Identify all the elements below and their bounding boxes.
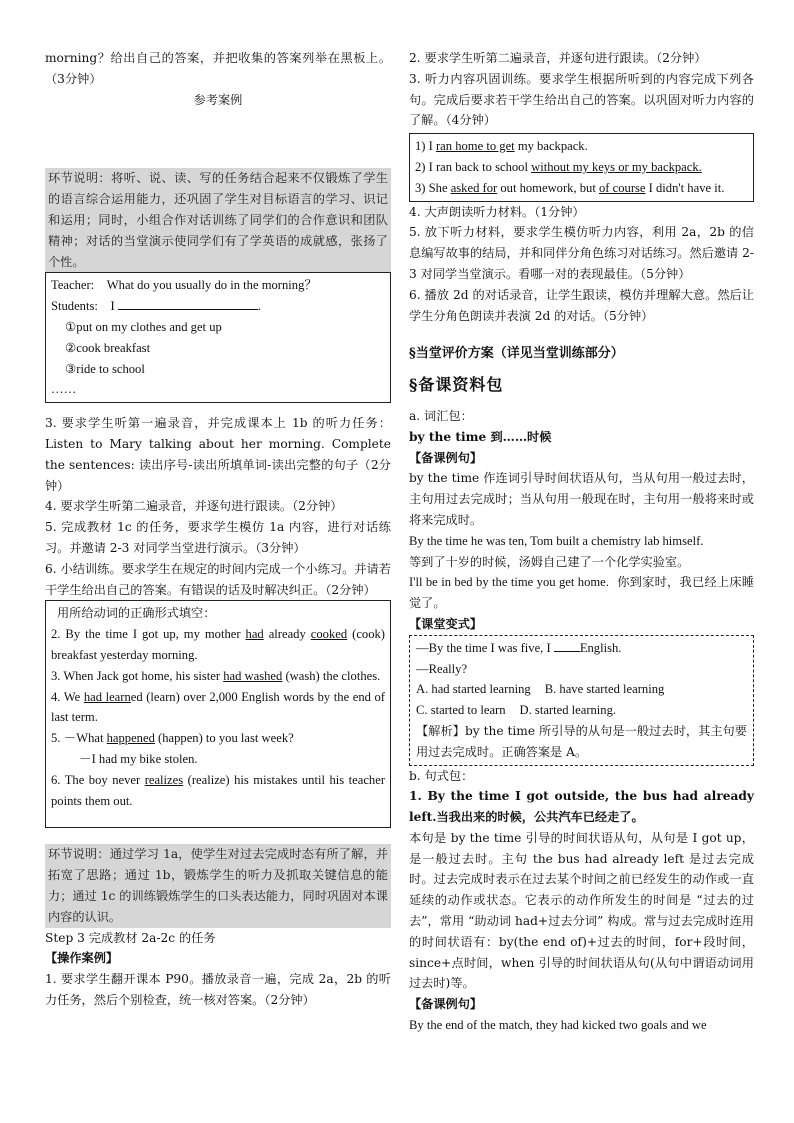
ex6-text-b: (realize) his mistakes until his teacher points them out.	[51, 772, 386, 808]
ex2-answer-1: had	[245, 627, 264, 642]
exercise-2	[51, 624, 385, 666]
option-d: D. started learning.	[519, 703, 617, 718]
l1-b: my backpack.	[514, 139, 588, 154]
teacher-label: Teacher:	[51, 278, 95, 293]
quiz-q-b: English.	[579, 640, 622, 655]
exercise-4	[51, 687, 385, 729]
step-5-text: 5. 完成教材 1c 的任务，要求学生模仿 1a 内容，进行对话练习。并邀请 2-3 对同学当堂进行演示。（3分钟）	[45, 520, 391, 555]
operation-step-1: 1. 要求学生翻开课本 P90。播放录音一遍，完成 2a，2b 的听力任务，然后个别检查，统一核对答案。（2分钟）	[45, 972, 391, 1007]
ex2-text-c: (cook) breakfast yesterday morning.	[51, 627, 385, 662]
r-step-4: 4. 大声朗读听力材料。（1分钟）	[409, 204, 585, 219]
r-step-5: 5. 放下听力材料，要求学生模仿听力内容，利用 2a，2b 的信息编写故事的结局，并和同伴分角色练习对话练习。然后邀请 2-3 对同学当堂演示。看哪一对的表现最佳。（5分钟）	[409, 225, 754, 281]
quiz-blank	[554, 639, 580, 652]
quiz-question	[416, 638, 747, 659]
r-step-3: 3. 听力内容巩固训练。要求学生根据所听到的内容完成下列各句。完成后要求若干学生给出自己的答案。以巩固对听力内容的了解。（4分钟）	[409, 71, 754, 128]
option-b: B. have started learning	[544, 682, 665, 697]
dialog-box	[45, 272, 391, 403]
exercise-5	[51, 728, 385, 749]
ex5-text-b: (happen) to you last week?	[154, 731, 294, 746]
exercise-6	[51, 770, 385, 812]
ex3-text-a: 3. When Jack got home, his sister	[51, 668, 224, 683]
dialog-item-2: ②cook breakfast	[65, 340, 151, 355]
ex6-answer: realizes	[144, 772, 184, 787]
ex5-text-a: 5. －What	[51, 731, 107, 746]
vocab-word: by the time 到……时候	[409, 429, 552, 444]
sentence-1-explain: 本句是 by the time 引导的时间状语从句，从句是 I got up，是一般过去时。主句 the bus had already left 是过去完成时。过去完成时表示在过去某个时间之前已经发生的动作或一直延续的动作或状态。它表示的动作所发生的时间是 “过去的过去”，常用 “助动词 had+过去分词” 构成。常与过去完成时连用的时间状语有：by(the end of)+过去的时间，for+段时间，since+点时间，when 引导的时间状语从句(从句中谓语动词用过去时)等。	[409, 830, 754, 991]
sentence-heading: b. 句式包：	[409, 768, 474, 783]
step-4-text: 4. 要求学生听第二遍录音，并逐句进行跟读。（2分钟）	[45, 499, 343, 514]
example-en-1: By the time he was ten, Tom built a chemistry lab himself.	[409, 533, 704, 548]
quiz-box	[409, 635, 754, 766]
last-line: By the end of the match, they had kicked two goals and we	[409, 1018, 707, 1033]
step-3-text: 3. 要求学生听第一遍录音，并完成课本上 1b 的听力任务：Listen to Mary talking about her morning. Complete the sentences: 读出序号-读出所填单词-读出完整的句子（2分钟）	[45, 416, 391, 493]
l3-a: 3) She	[415, 180, 451, 195]
dialog-item-1: ①put on my clothes and get up	[65, 319, 222, 334]
example-en-2: I'll be in bed by the time you get home.	[409, 575, 609, 590]
ex3-answer: had washed	[223, 668, 283, 683]
quiz-options-ab	[416, 679, 747, 700]
variant-heading: 【课堂变式】	[409, 616, 483, 631]
l1-answer: ran home to get	[435, 139, 515, 154]
dialog-item-3: ③ride to school	[65, 361, 145, 376]
ex6-text-a: 6. The boy never	[51, 772, 145, 787]
exercise-title: 用所给动词的正确形式填空：	[57, 606, 216, 621]
option-a: A. had started learning	[416, 682, 531, 697]
ex5-answer: happened	[106, 731, 155, 746]
listening-1	[415, 136, 748, 157]
l2-answer: without my keys or my backpack.	[531, 159, 702, 174]
note-text-2: 环节说明：通过学习 1a，使学生对过去完成时态有所了解，并拓宽了思路；通过 1b，锻炼学生的听力及抓取关键信息的能力；通过 1c 的训练锻炼学生的口头表达能力，同时巩固对本课内容的认识。	[48, 847, 388, 924]
teacher-text: What do you usually do in the morning？	[106, 278, 317, 293]
l3-c: I didn't have it.	[645, 180, 725, 195]
r-step-2: 2. 要求学生听第二遍录音，并逐句进行跟读。（2分钟）	[409, 51, 707, 65]
listening-3	[415, 178, 748, 199]
option-c: C. started to learn	[416, 703, 506, 718]
l1-a: 1) I	[415, 139, 436, 154]
ex2-text-a: 2. By the time I got up, my mother	[51, 627, 246, 642]
students-label: Students:	[51, 299, 98, 314]
section-note-1	[45, 168, 391, 272]
section-note-2	[45, 844, 391, 927]
exercise-3	[51, 666, 385, 687]
vocab-explain: by the time 作连词引导时间状语从句，当从句用一般过去时，主句用过去完成时；当从句用一般现在时，主句用一般将来时或将来完成时。	[409, 471, 754, 527]
answer-blank	[118, 297, 258, 310]
exercise-5-reply: －I had my bike stolen.	[79, 751, 198, 766]
l2-a: 2) I ran back to school	[415, 159, 532, 174]
step-6-text: 6. 小结训练。要求学生在规定的时间内完成一个小练习。并请若干学生给出自己的答案。有错误的话及时解决纠正。（2分钟）	[45, 561, 391, 597]
example-heading: 【备课例句】	[409, 450, 483, 465]
right-column	[409, 48, 754, 1036]
ex4-text-b: ed (learn) over 2,000 English words by the end of last term.	[51, 689, 386, 725]
step-3-heading: Step 3 完成教材 2a-2c 的任务	[45, 930, 216, 945]
quiz-options-cd	[416, 700, 747, 721]
quiz-really: —Really?	[416, 661, 468, 676]
ex4-text-a: 4. We	[51, 689, 84, 704]
operation-case-title: 【操作案例】	[45, 951, 119, 966]
evaluation-heading: §当堂评价方案（详见当堂训练部分）	[409, 346, 624, 362]
l3-answer-1: asked for	[450, 180, 498, 195]
quiz-q-a: —By the time I was five, I	[416, 640, 554, 655]
paragraph-morning: morning？给出自己的答案，并把收集的答案列举在黑板上。（3分钟）	[45, 51, 391, 86]
r-step-6: 6. 播放 2d 的对话录音，让学生跟读，模仿并理解大意。然后让学生分角色朗读并表演 2d 的对话。（5分钟）	[409, 287, 754, 323]
dialog-teacher	[51, 275, 385, 296]
vocab-heading: a. 词汇包：	[409, 408, 473, 423]
prep-heading: §备课资料包	[409, 375, 504, 395]
ex2-answer-2: cooked	[310, 627, 348, 642]
l3-answer-2: of course	[599, 180, 646, 195]
ex4-answer: had learn	[83, 689, 131, 704]
ex2-text-b: already	[263, 627, 311, 642]
exercise-box	[45, 600, 391, 828]
listening-box	[409, 133, 754, 201]
example-2	[409, 572, 754, 614]
students-i: I	[110, 299, 115, 314]
reference-title: 参考案例	[193, 92, 243, 107]
example-cn-1: 等到了十岁的时候，汤姆自己建了一个化学实验室。	[409, 554, 690, 569]
listening-2	[415, 157, 748, 178]
left-column	[45, 48, 391, 1011]
note-text: 环节说明：将听、说、读、写的任务结合起来不仅锻炼了学生的语言综合运用能力，还巩固了学生对目标语言的学习、识记和运用；同时，小组合作对话训练了同学们的合作意识和团队精神；对话的当堂演示使同学们有了学英语的成就感，张扬了个性。	[48, 171, 388, 269]
example-heading-2: 【备课例句】	[409, 997, 483, 1012]
quiz-analysis: 【解析】by the time 所引导的从句是一般过去时，其主句要用过去完成时。正确答案是 A。	[416, 723, 747, 759]
ex3-text-b: (wash) the clothes.	[282, 668, 381, 683]
sentence-1: 1. By the time I got outside, the bus had already left.当我出来的时候，公共汽车已经走了。	[409, 789, 754, 825]
dialog-students: Students: I .	[51, 299, 261, 314]
l3-b: out homework, but	[497, 180, 599, 195]
dialog-ellipsis: ……	[51, 382, 77, 397]
example-cn-2: 你到家时，我已经上床睡觉了。	[409, 575, 755, 611]
